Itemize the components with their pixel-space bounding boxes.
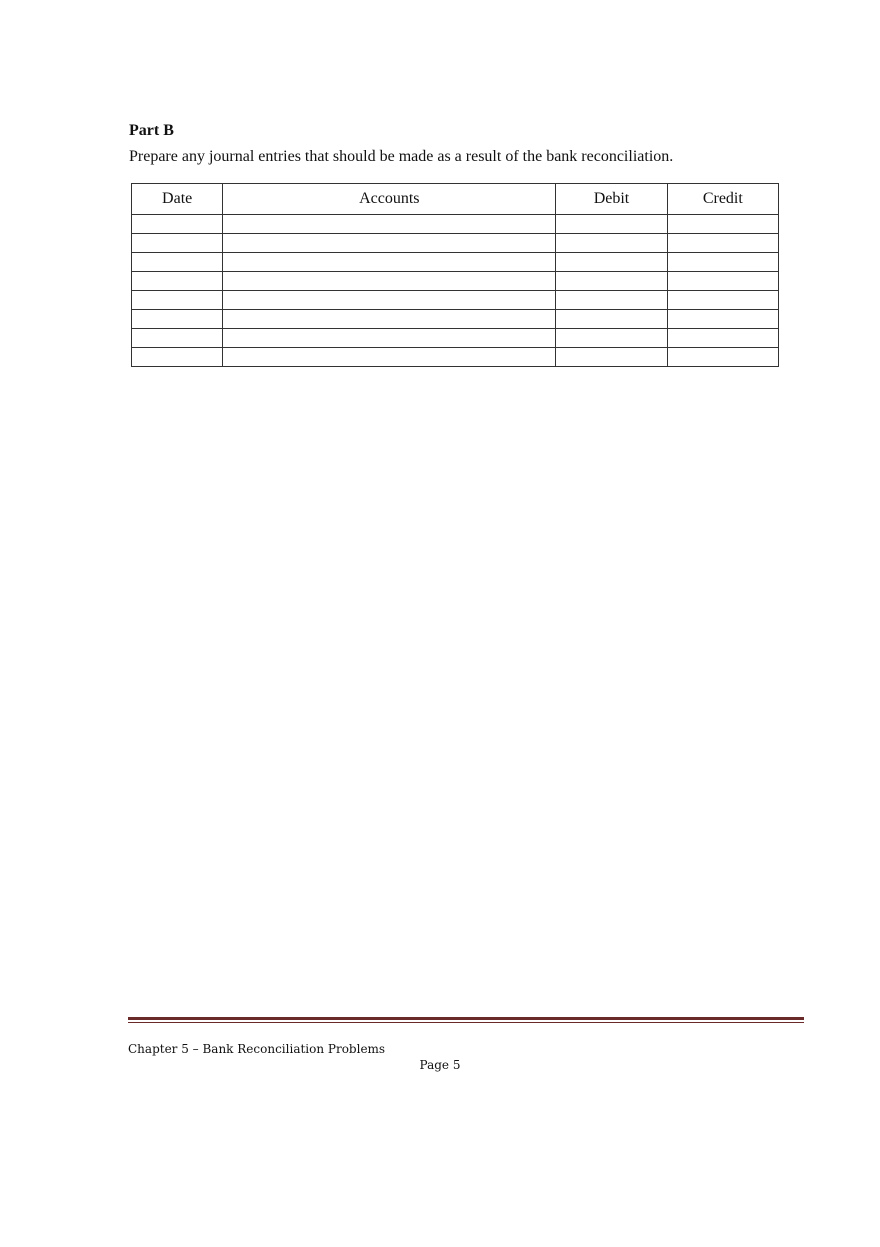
column-header-debit: Debit <box>556 184 667 215</box>
cell-debit <box>556 253 667 272</box>
cell-debit <box>556 234 667 253</box>
cell-debit <box>556 215 667 234</box>
cell-accounts <box>223 234 556 253</box>
cell-credit <box>667 329 778 348</box>
footer-chapter-title: Chapter 5 – Bank Reconciliation Problems <box>128 1042 386 1056</box>
cell-date <box>132 329 223 348</box>
journal-table-body <box>132 215 779 367</box>
cell-debit <box>556 272 667 291</box>
cell-accounts <box>223 291 556 310</box>
cell-accounts <box>223 310 556 329</box>
part-heading: Part B <box>129 122 174 139</box>
cell-date <box>132 215 223 234</box>
cell-accounts <box>223 272 556 291</box>
table-row <box>132 329 779 348</box>
cell-credit <box>667 215 778 234</box>
table-row <box>132 310 779 329</box>
journal-entry-table <box>131 183 779 367</box>
cell-credit <box>667 253 778 272</box>
table-row <box>132 348 779 367</box>
table-row <box>132 253 779 272</box>
table-header-row <box>132 184 779 215</box>
cell-date <box>132 348 223 367</box>
cell-credit <box>667 291 778 310</box>
cell-accounts <box>223 329 556 348</box>
cell-credit <box>667 348 778 367</box>
cell-debit <box>556 310 667 329</box>
table-row <box>132 272 779 291</box>
cell-accounts <box>223 253 556 272</box>
table-row <box>132 215 779 234</box>
table-row <box>132 291 779 310</box>
cell-date <box>132 310 223 329</box>
cell-credit <box>667 272 778 291</box>
cell-date <box>132 234 223 253</box>
cell-accounts <box>223 215 556 234</box>
instruction-text: Prepare any journal entries that should be made as a result of the bank reconciliation. <box>129 148 674 165</box>
cell-date <box>132 253 223 272</box>
cell-date <box>132 291 223 310</box>
cell-debit <box>556 348 667 367</box>
cell-credit <box>667 234 778 253</box>
column-header-credit: Credit <box>667 184 778 215</box>
cell-credit <box>667 310 778 329</box>
column-header-accounts: Accounts <box>223 184 556 215</box>
cell-debit <box>556 291 667 310</box>
cell-date <box>132 272 223 291</box>
footer-rule <box>128 1017 804 1023</box>
column-header-date: Date <box>132 184 223 215</box>
cell-debit <box>556 329 667 348</box>
footer-page-number: Page 5 <box>419 1058 461 1072</box>
table-row <box>132 234 779 253</box>
cell-accounts <box>223 348 556 367</box>
